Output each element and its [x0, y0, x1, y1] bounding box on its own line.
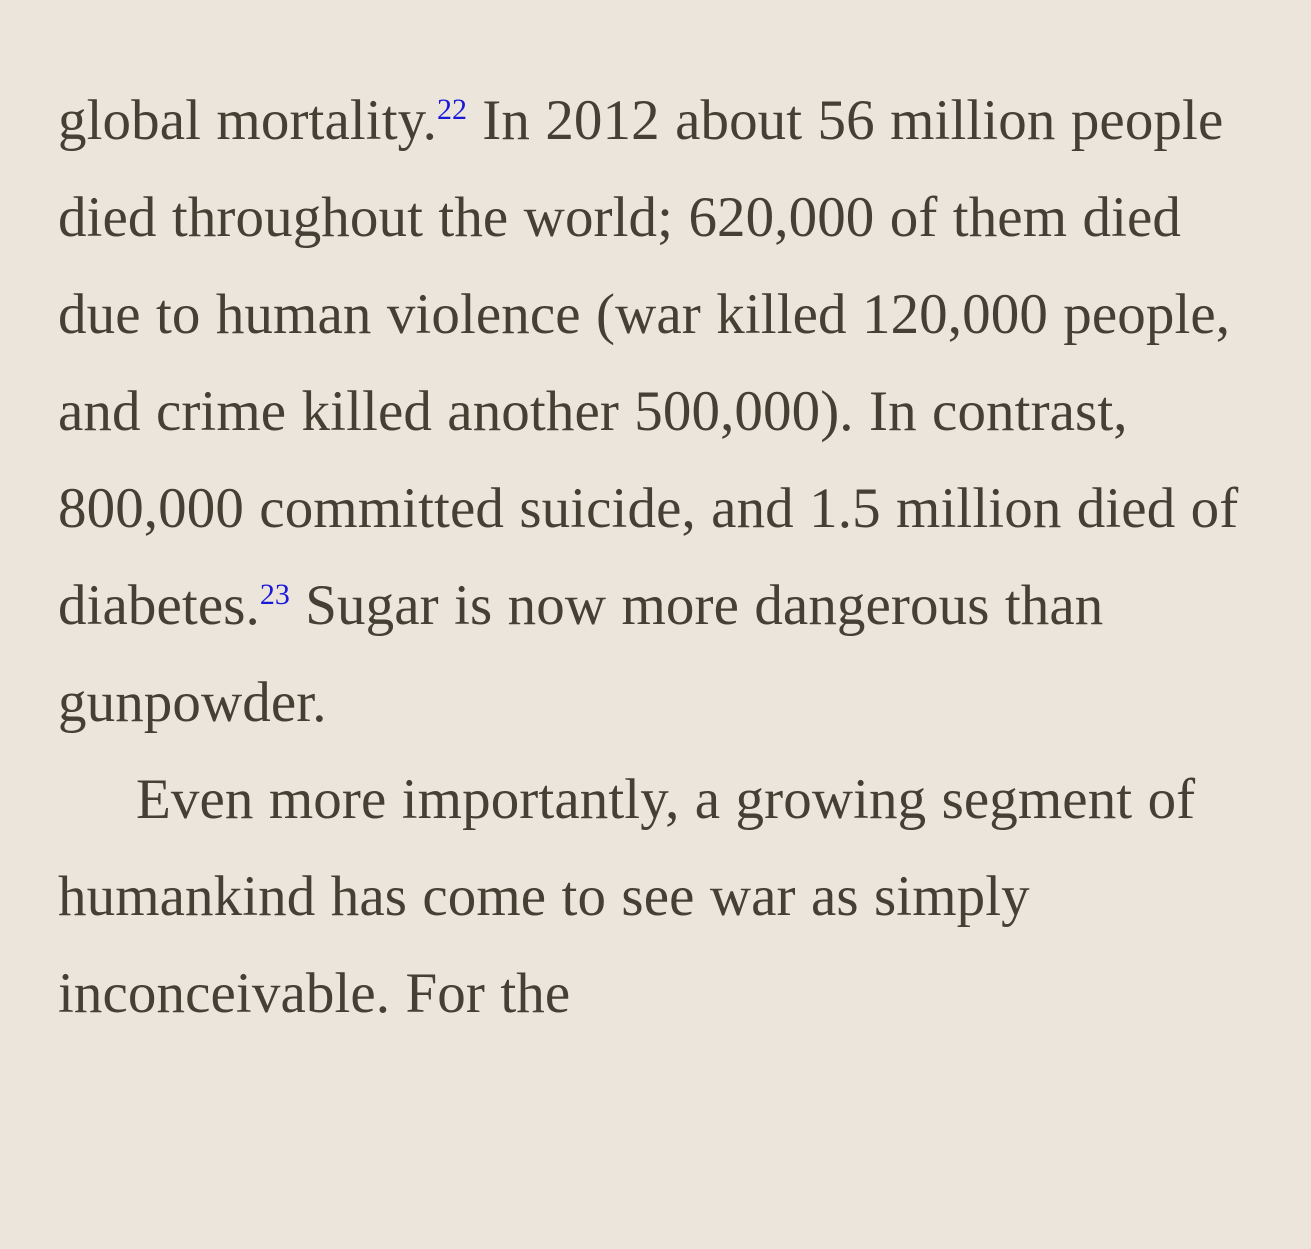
paragraph-2 [58, 751, 1271, 1042]
paragraph-text: Sugar is now more dangerous than gunpowder. [58, 574, 1104, 734]
paragraph-1 [58, 72, 1271, 751]
paragraph-text: In 2012 about 56 million people died throughout the world; 620,000 of them died due to human violence (war killed 120,000 people, and crime killed another 500,000). In contrast, 800,000 committed suicide, and 1.5 million died of diabetes. [58, 89, 1239, 637]
footnote-marker-22[interactable]: 22 [436, 93, 467, 126]
footnote-marker-23[interactable]: 23 [259, 578, 290, 611]
paragraph-text: Even more importantly, a growing segment of humankind has come to see war as simply inconceivable. For the [58, 768, 1196, 1025]
paragraph-text: global mortality. [58, 89, 437, 152]
page-body-text [58, 72, 1271, 1042]
